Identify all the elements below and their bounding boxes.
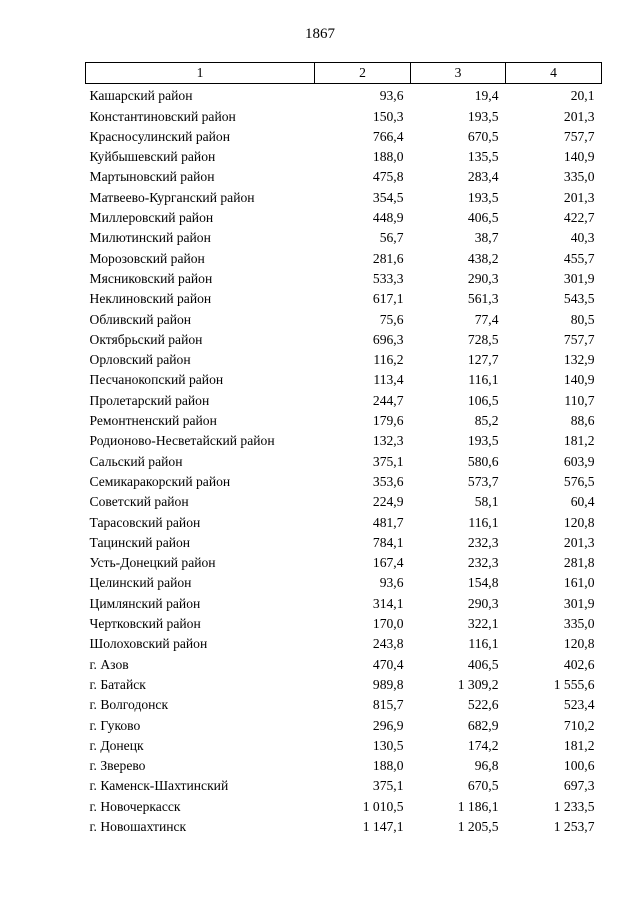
territory-name: Орловский район (89, 352, 191, 368)
territory-name: Песчанокопский район (89, 372, 224, 388)
value-col-4: 523,4 (563, 697, 595, 713)
value-col-4: 20,1 (570, 88, 595, 104)
table-header (86, 63, 602, 84)
value-col-3: 573,7 (467, 473, 499, 489)
territory-name: г. Каменск-Шахтинский (89, 778, 229, 794)
table-row (86, 104, 602, 124)
table-row (86, 226, 602, 246)
value-col-3: 174,2 (467, 737, 499, 753)
table-row (86, 449, 602, 469)
table-row (86, 287, 602, 307)
territory-name: Мартыновский район (89, 169, 215, 185)
value-col-2: 353,6 (372, 473, 404, 489)
data-table (85, 62, 602, 835)
value-col-3: 127,7 (467, 352, 499, 368)
value-col-3: 106,5 (467, 392, 499, 408)
value-col-3: 58,1 (474, 494, 499, 510)
value-col-2: 188,0 (372, 758, 404, 774)
value-col-4: 161,0 (563, 575, 595, 591)
value-col-4: 201,3 (563, 534, 595, 550)
table-row (86, 145, 602, 165)
table-row (86, 591, 602, 611)
value-col-2: 56,7 (379, 230, 404, 246)
value-col-4: 757,7 (563, 331, 595, 347)
value-col-4: 201,3 (563, 189, 595, 205)
value-col-3: 154,8 (467, 575, 499, 591)
header-cell-4: 4 (506, 63, 602, 84)
value-col-3: 290,3 (467, 595, 499, 611)
territory-name: г. Батайск (89, 676, 146, 692)
value-col-2: 116,2 (373, 352, 404, 368)
table-row (86, 125, 602, 145)
value-col-3: 19,4 (474, 88, 499, 104)
territory-name: Родионово-Несветайский район (89, 433, 275, 449)
territory-name: Миллеровский район (89, 210, 214, 226)
value-col-2: 93,6 (379, 88, 404, 104)
value-col-2: 113,4 (373, 372, 404, 388)
table-row (86, 551, 602, 571)
value-col-3: 116,1 (468, 372, 499, 388)
value-col-4: 402,6 (563, 656, 595, 672)
value-col-4: 1 233,5 (553, 798, 595, 814)
table-row (86, 246, 602, 266)
territory-name: Матвеево-Курганский район (89, 189, 255, 205)
table-row (86, 531, 602, 551)
value-col-2: 150,3 (372, 108, 404, 124)
value-col-4: 543,5 (563, 291, 595, 307)
territory-name: Октябрьский район (89, 331, 203, 347)
value-col-2: 481,7 (372, 514, 404, 530)
table-row (86, 429, 602, 449)
value-col-4: 455,7 (563, 250, 595, 266)
value-col-2: 989,8 (372, 676, 404, 692)
table-row (86, 328, 602, 348)
table-row (86, 470, 602, 490)
value-col-4: 140,9 (563, 372, 595, 388)
value-col-4: 140,9 (563, 149, 595, 165)
territory-name: г. Зверево (89, 758, 146, 774)
value-col-3: 728,5 (467, 331, 499, 347)
table-row (86, 510, 602, 530)
value-col-4: 697,3 (563, 778, 595, 794)
header-row (86, 63, 602, 84)
value-col-4: 110,7 (564, 392, 595, 408)
value-col-3: 232,3 (467, 534, 499, 550)
value-col-4: 757,7 (563, 128, 595, 144)
value-col-3: 135,5 (467, 149, 499, 165)
table-row (86, 348, 602, 368)
value-col-2: 167,4 (372, 555, 404, 571)
page-number: 1867 (305, 26, 335, 42)
territory-name: Сальский район (89, 453, 183, 469)
value-col-2: 696,3 (372, 331, 404, 347)
table-row (86, 490, 602, 510)
value-col-2: 281,6 (372, 250, 404, 266)
territory-name: Усть-Донецкий район (89, 555, 216, 571)
value-col-3: 232,3 (467, 555, 499, 571)
territory-name: Ремонтненский район (89, 413, 217, 429)
value-col-3: 96,8 (474, 758, 499, 774)
value-col-2: 470,4 (372, 656, 404, 672)
territory-name: Красносулинский район (89, 128, 230, 144)
value-col-3: 116,1 (468, 514, 499, 530)
table-row (86, 267, 602, 287)
value-col-2: 296,9 (372, 717, 404, 733)
table-row (86, 794, 602, 814)
table-row (86, 693, 602, 713)
value-col-2: 244,7 (372, 392, 404, 408)
value-col-3: 670,5 (467, 128, 499, 144)
territory-name: Куйбышевский район (89, 149, 216, 165)
territory-name: Пролетарский район (89, 392, 210, 408)
table-row (86, 388, 602, 408)
value-col-4: 710,2 (563, 717, 595, 733)
value-col-4: 132,9 (563, 352, 595, 368)
value-col-3: 322,1 (467, 616, 499, 632)
territory-name: г. Волгодонск (89, 697, 169, 713)
territory-name: Целинский район (89, 575, 192, 591)
value-col-3: 1 186,1 (457, 798, 499, 814)
territory-name: Неклиновский район (89, 291, 212, 307)
value-col-3: 85,2 (474, 413, 499, 429)
value-col-2: 224,9 (372, 494, 404, 510)
value-col-4: 88,6 (570, 413, 595, 429)
value-col-4: 181,2 (563, 737, 595, 753)
table-body (86, 84, 602, 835)
value-col-4: 80,5 (570, 311, 595, 327)
value-col-2: 188,0 (372, 149, 404, 165)
table-row (86, 165, 602, 185)
table-row (86, 307, 602, 327)
value-col-2: 314,1 (372, 595, 404, 611)
value-col-4: 60,4 (570, 494, 595, 510)
table-row (86, 713, 602, 733)
territory-name: г. Гуково (89, 717, 141, 733)
table-row (86, 632, 602, 652)
value-col-3: 283,4 (467, 169, 499, 185)
value-col-4: 335,0 (563, 169, 595, 185)
territory-name: г. Новошахтинск (89, 818, 187, 834)
value-col-3: 561,3 (467, 291, 499, 307)
table-row (86, 754, 602, 774)
territory-name: Милютинский район (89, 230, 211, 246)
value-col-3: 193,5 (467, 433, 499, 449)
value-col-4: 1 555,6 (553, 676, 595, 692)
table-row (86, 206, 602, 226)
value-col-2: 354,5 (372, 189, 404, 205)
value-col-3: 670,5 (467, 778, 499, 794)
value-col-2: 784,1 (372, 534, 404, 550)
value-col-3: 193,5 (467, 108, 499, 124)
value-col-3: 193,5 (467, 189, 499, 205)
value-col-2: 375,1 (372, 778, 404, 794)
value-col-4: 40,3 (570, 230, 595, 246)
value-col-2: 243,8 (372, 636, 404, 652)
value-col-2: 132,3 (372, 433, 404, 449)
header-cell-1: 1 (86, 63, 315, 84)
value-col-3: 682,9 (467, 717, 499, 733)
table-row (86, 734, 602, 754)
value-col-4: 422,7 (563, 210, 595, 226)
table-row (86, 815, 602, 835)
table-row (86, 368, 602, 388)
value-col-4: 120,8 (563, 514, 595, 530)
value-col-2: 766,4 (372, 128, 404, 144)
value-col-2: 448,9 (372, 210, 404, 226)
table-row (86, 185, 602, 205)
value-col-3: 406,5 (467, 210, 499, 226)
value-col-4: 301,9 (563, 270, 595, 286)
territory-name: Тацинский район (89, 534, 191, 550)
table-row (86, 774, 602, 794)
header-cell-2: 2 (315, 63, 411, 84)
header-cell-3: 3 (411, 63, 506, 84)
territory-name: Чертковский район (89, 616, 201, 632)
value-col-3: 1 205,5 (457, 818, 499, 834)
value-col-2: 533,3 (372, 270, 404, 286)
value-col-2: 475,8 (372, 169, 404, 185)
territory-name: Тарасовский район (89, 514, 201, 530)
value-col-2: 1 010,5 (362, 798, 404, 814)
table-row (86, 673, 602, 693)
value-col-2: 179,6 (372, 413, 404, 429)
territory-name: Семикаракорский район (89, 473, 231, 489)
territory-name: Константиновский район (89, 108, 236, 124)
value-col-4: 181,2 (563, 433, 595, 449)
table-row (86, 409, 602, 429)
value-col-3: 1 309,2 (457, 676, 499, 692)
value-col-4: 120,8 (563, 636, 595, 652)
value-col-4: 100,6 (563, 758, 595, 774)
value-col-2: 1 147,1 (362, 818, 404, 834)
territory-name: г. Новочеркасск (89, 798, 181, 814)
value-col-3: 116,1 (468, 636, 499, 652)
territory-name: Советский район (89, 494, 189, 510)
table-row (86, 652, 602, 672)
table-row (86, 571, 602, 591)
value-col-3: 290,3 (467, 270, 499, 286)
territory-name: г. Донецк (89, 737, 144, 753)
territory-name: Шолоховский район (89, 636, 208, 652)
value-col-4: 1 253,7 (553, 818, 595, 834)
value-col-3: 406,5 (467, 656, 499, 672)
territory-name: Морозовский район (89, 250, 205, 266)
table-row (86, 612, 602, 632)
territory-name: г. Азов (89, 656, 129, 672)
value-col-3: 438,2 (467, 250, 499, 266)
value-col-3: 77,4 (474, 311, 499, 327)
territory-name: Цимлянский район (89, 595, 201, 611)
value-col-2: 75,6 (379, 311, 404, 327)
value-col-4: 201,3 (563, 108, 595, 124)
value-col-4: 301,9 (563, 595, 595, 611)
value-col-3: 38,7 (474, 230, 499, 246)
value-col-3: 522,6 (467, 697, 499, 713)
value-col-2: 375,1 (372, 453, 404, 469)
value-col-3: 580,6 (467, 453, 499, 469)
value-col-4: 576,5 (563, 473, 595, 489)
territory-name: Обливский район (89, 311, 192, 327)
value-col-4: 335,0 (563, 616, 595, 632)
territory-name: Мясниковский район (89, 270, 213, 286)
value-col-2: 815,7 (372, 697, 404, 713)
value-col-4: 281,8 (563, 555, 595, 571)
table-row (86, 84, 602, 105)
territory-name: Кашарский район (89, 88, 193, 104)
value-col-2: 130,5 (372, 737, 404, 753)
value-col-2: 617,1 (372, 291, 404, 307)
value-col-4: 603,9 (563, 453, 595, 469)
value-col-2: 170,0 (372, 616, 404, 632)
value-col-2: 93,6 (379, 575, 404, 591)
